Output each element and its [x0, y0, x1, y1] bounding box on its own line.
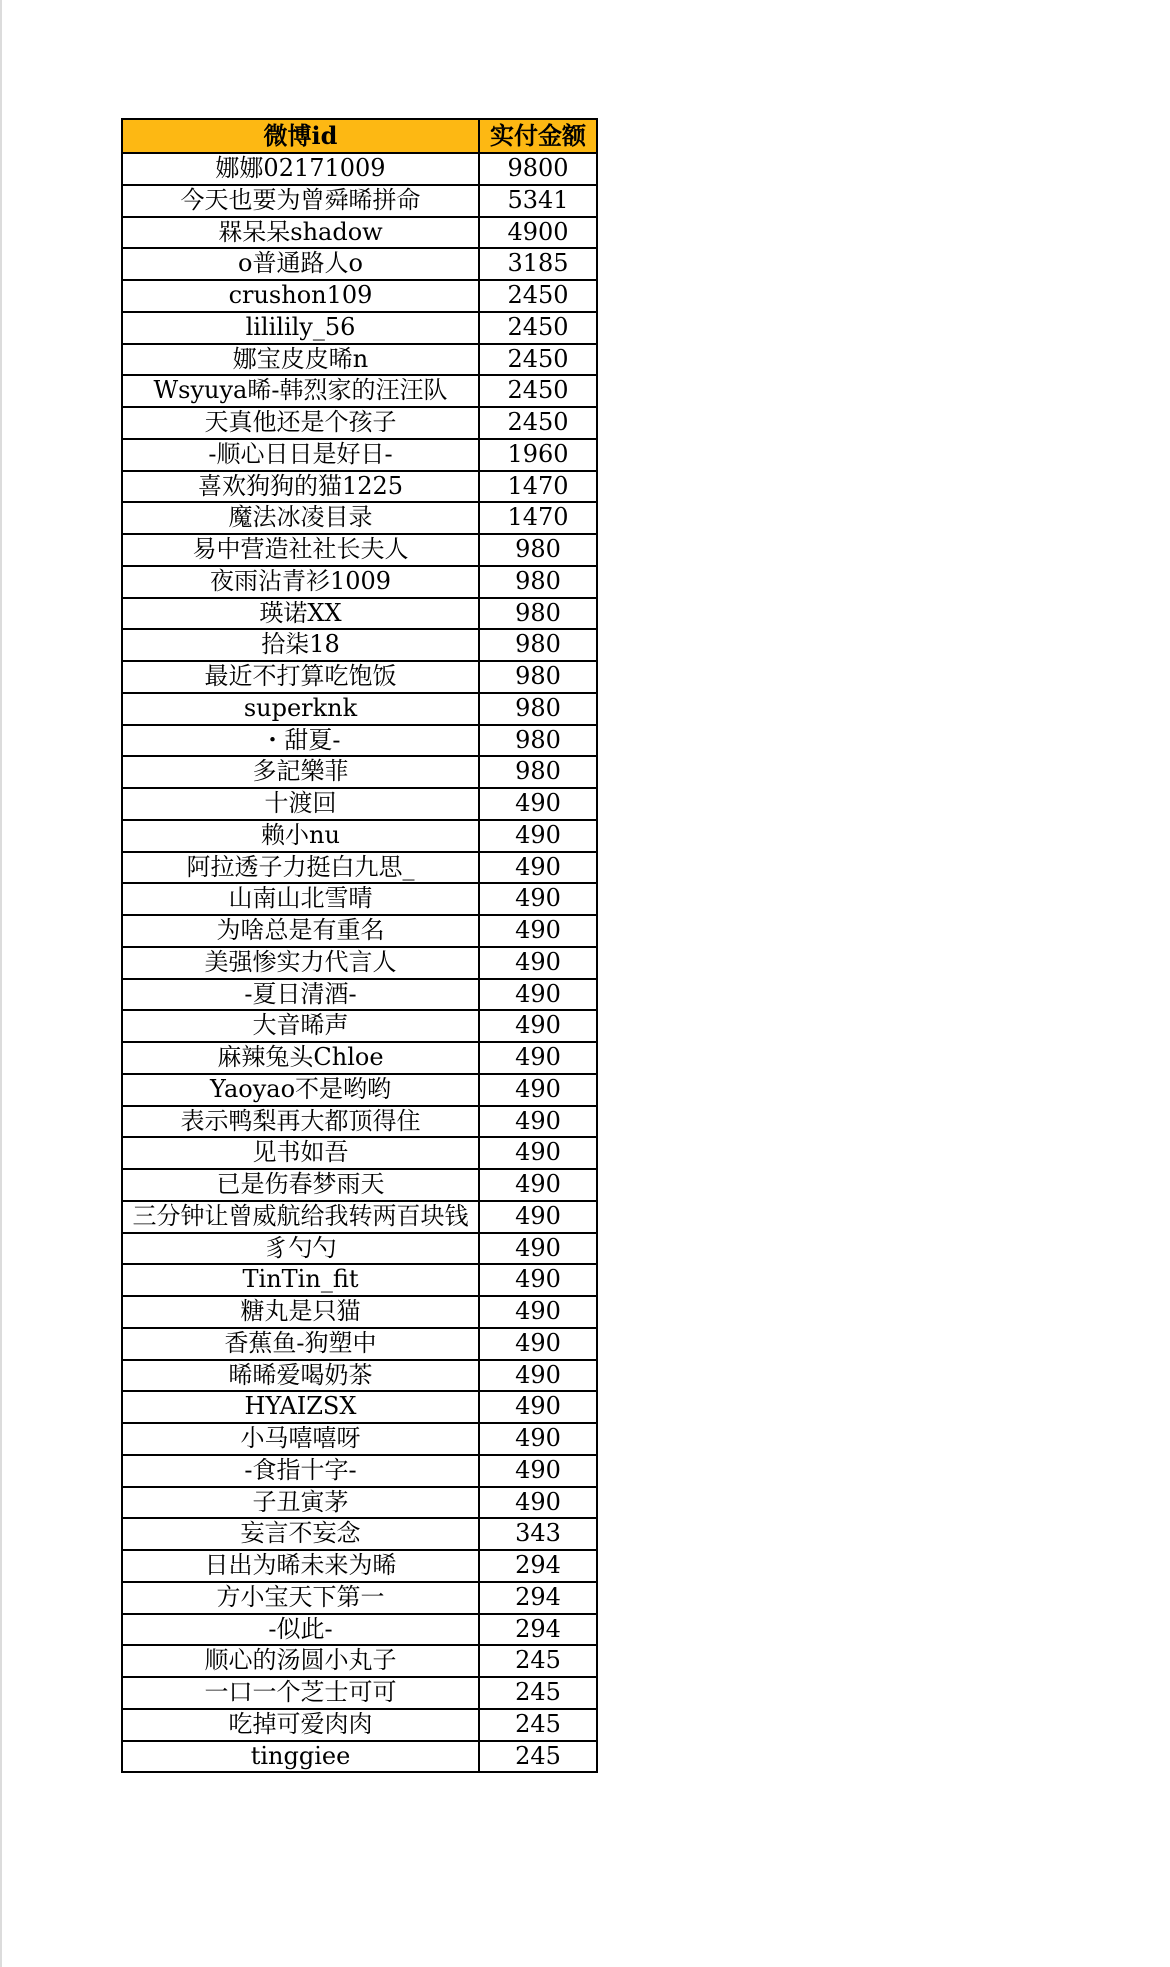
paid-amount-cell: 490 — [479, 947, 597, 979]
table-row — [122, 1677, 597, 1709]
weibo-id-cell: Yaoyao不是哟哟 — [122, 1074, 479, 1106]
paid-amount-cell: 343 — [479, 1518, 597, 1550]
weibo-id-cell: 子丑寅茅 — [122, 1487, 479, 1519]
paid-amount-cell: 1960 — [479, 439, 597, 471]
table-row — [122, 1550, 597, 1582]
paid-amount-cell: 490 — [479, 1233, 597, 1265]
weibo-id-cell: 麻辣兔头Chloe — [122, 1042, 479, 1074]
weibo-id-cell: 十渡回 — [122, 788, 479, 820]
paid-amount-cell: 490 — [479, 915, 597, 947]
paid-amount-cell: 245 — [479, 1645, 597, 1677]
table-row — [122, 185, 597, 217]
table-row — [122, 153, 597, 185]
weibo-id-cell: -食指十字- — [122, 1455, 479, 1487]
paid-amount-cell: 490 — [479, 1455, 597, 1487]
paid-amount-cell: 2450 — [479, 407, 597, 439]
table-row — [122, 1201, 597, 1233]
paid-amount-cell: 490 — [479, 1201, 597, 1233]
weibo-id-cell: crushon109 — [122, 280, 479, 312]
table-row — [122, 1391, 597, 1423]
table-row — [122, 883, 597, 915]
paid-amount-cell: 490 — [479, 1328, 597, 1360]
paid-amount-cell: 490 — [479, 1423, 597, 1455]
table-row — [122, 566, 597, 598]
weibo-id-cell: 吃掉可爱肉肉 — [122, 1709, 479, 1741]
paid-amount-cell: 245 — [479, 1709, 597, 1741]
table-row — [122, 375, 597, 407]
weibo-id-cell: 妄言不妄念 — [122, 1518, 479, 1550]
paid-amount-cell: 490 — [479, 883, 597, 915]
weibo-id-cell: 天真他还是个孩子 — [122, 407, 479, 439]
weibo-id-cell: 已是伤春梦雨天 — [122, 1169, 479, 1201]
weibo-id-cell: lililily_56 — [122, 312, 479, 344]
weibo-id-cell: 喜欢狗狗的猫1225 — [122, 471, 479, 503]
weibo-id-cell: o普通路人o — [122, 248, 479, 280]
table-row — [122, 693, 597, 725]
weibo-id-cell: 阿拉透子力挺白九思_ — [122, 852, 479, 884]
paid-amount-cell: 980 — [479, 566, 597, 598]
table-row — [122, 1328, 597, 1360]
weibo-id-cell: 易中营造社社长夫人 — [122, 534, 479, 566]
table-row — [122, 629, 597, 661]
table-row — [122, 1010, 597, 1042]
table-row — [122, 1741, 597, 1773]
table-row — [122, 1582, 597, 1614]
table-row — [122, 598, 597, 630]
weibo-id-cell: 豸勺勺 — [122, 1233, 479, 1265]
paid-amount-cell: 490 — [479, 1487, 597, 1519]
table-row — [122, 1074, 597, 1106]
table-row — [122, 312, 597, 344]
paid-amount-cell: 1470 — [479, 471, 597, 503]
paid-amount-cell: 245 — [479, 1677, 597, 1709]
table-row — [122, 217, 597, 249]
paid-amount-cell: 490 — [479, 979, 597, 1011]
paid-amount-cell: 2450 — [479, 312, 597, 344]
table-row — [122, 1645, 597, 1677]
weibo-id-cell: -似此- — [122, 1614, 479, 1646]
weibo-id-cell: 见书如吾 — [122, 1137, 479, 1169]
header-paid-amount: 实付金额 — [479, 119, 597, 153]
table-row — [122, 725, 597, 757]
table-row — [122, 852, 597, 884]
weibo-id-cell: 小马嘻嘻呀 — [122, 1423, 479, 1455]
weibo-id-cell: 美强惨实力代言人 — [122, 947, 479, 979]
weibo-id-cell: 晞晞爱喝奶茶 — [122, 1360, 479, 1392]
paid-amount-cell: 980 — [479, 598, 597, 630]
paid-amount-cell: 294 — [479, 1582, 597, 1614]
weibo-id-cell: 一口一个芝士可可 — [122, 1677, 479, 1709]
table-row — [122, 344, 597, 376]
paid-amount-cell: 490 — [479, 1137, 597, 1169]
table-row — [122, 1169, 597, 1201]
table-row — [122, 534, 597, 566]
table-row — [122, 1709, 597, 1741]
paid-amount-cell: 490 — [479, 852, 597, 884]
paid-amount-cell: 490 — [479, 820, 597, 852]
table-row — [122, 1455, 597, 1487]
paid-amount-cell: 490 — [479, 1391, 597, 1423]
table-row — [122, 439, 597, 471]
weibo-id-cell: 山南山北雪晴 — [122, 883, 479, 915]
weibo-id-cell: superknk — [122, 693, 479, 725]
paid-amount-cell: 490 — [479, 1042, 597, 1074]
weibo-id-cell: ・甜夏- — [122, 725, 479, 757]
table-row — [122, 788, 597, 820]
paid-amount-cell: 4900 — [479, 217, 597, 249]
weibo-id-cell: 香蕉鱼-狗塑中 — [122, 1328, 479, 1360]
weibo-id-cell: 多記樂菲 — [122, 756, 479, 788]
table-row — [122, 1296, 597, 1328]
weibo-id-cell: 娜宝皮皮晞n — [122, 344, 479, 376]
table-row — [122, 661, 597, 693]
paid-amount-cell: 245 — [479, 1741, 597, 1773]
table-row — [122, 1042, 597, 1074]
table-row — [122, 1423, 597, 1455]
paid-amount-cell: 490 — [479, 1106, 597, 1138]
table-row — [122, 248, 597, 280]
weibo-id-cell: 赖小nu — [122, 820, 479, 852]
table-row — [122, 1233, 597, 1265]
weibo-id-cell: 糖丸是只猫 — [122, 1296, 479, 1328]
weibo-id-cell: 夜雨沾青衫1009 — [122, 566, 479, 598]
table-row — [122, 820, 597, 852]
paid-amount-cell: 490 — [479, 1074, 597, 1106]
paid-amount-cell: 2450 — [479, 280, 597, 312]
table-row — [122, 1518, 597, 1550]
paid-amount-cell: 980 — [479, 661, 597, 693]
paid-amount-cell: 980 — [479, 693, 597, 725]
payment-table — [121, 118, 598, 1773]
weibo-id-cell: 顺心的汤圆小丸子 — [122, 1645, 479, 1677]
page-left-edge — [0, 0, 2, 1967]
paid-amount-cell: 980 — [479, 756, 597, 788]
paid-amount-cell: 490 — [479, 1360, 597, 1392]
table-row — [122, 947, 597, 979]
paid-amount-cell: 490 — [479, 1296, 597, 1328]
weibo-id-cell: 娜娜02171009 — [122, 153, 479, 185]
table-row — [122, 756, 597, 788]
table-row — [122, 1487, 597, 1519]
weibo-id-cell: 日出为晞未来为晞 — [122, 1550, 479, 1582]
paid-amount-cell: 2450 — [479, 344, 597, 376]
paid-amount-cell: 490 — [479, 1010, 597, 1042]
paid-amount-cell: 490 — [479, 788, 597, 820]
paid-amount-cell: 2450 — [479, 375, 597, 407]
table-row — [122, 407, 597, 439]
paid-amount-cell: 294 — [479, 1614, 597, 1646]
weibo-id-cell: HYAIZSX — [122, 1391, 479, 1423]
weibo-id-cell: -顺心日日是好日- — [122, 439, 479, 471]
weibo-id-cell: 今天也要为曾舜晞拼命 — [122, 185, 479, 217]
paid-amount-cell: 1470 — [479, 502, 597, 534]
weibo-id-cell: -夏日清酒- — [122, 979, 479, 1011]
table-row — [122, 979, 597, 1011]
paid-amount-cell: 3185 — [479, 248, 597, 280]
weibo-id-cell: 瑛诺XX — [122, 598, 479, 630]
paid-amount-cell: 980 — [479, 629, 597, 661]
table-body — [122, 153, 597, 1772]
weibo-id-cell: Wsyuya晞-韩烈家的汪汪队 — [122, 375, 479, 407]
table-row — [122, 471, 597, 503]
paid-amount-cell: 490 — [479, 1169, 597, 1201]
table-row — [122, 280, 597, 312]
weibo-id-cell: 为啥总是有重名 — [122, 915, 479, 947]
header-row — [122, 119, 597, 153]
paid-amount-cell: 980 — [479, 534, 597, 566]
table-row — [122, 1360, 597, 1392]
weibo-id-cell: 方小宝天下第一 — [122, 1582, 479, 1614]
weibo-id-cell: 拾柒18 — [122, 629, 479, 661]
table-row — [122, 502, 597, 534]
paid-amount-cell: 490 — [479, 1264, 597, 1296]
weibo-id-cell: tinggiee — [122, 1741, 479, 1773]
weibo-id-cell: TinTin_fit — [122, 1264, 479, 1296]
header-weibo-id: 微博id — [122, 119, 479, 153]
weibo-id-cell: 三分钟让曾威航给我转两百块钱 — [122, 1201, 479, 1233]
paid-amount-cell: 9800 — [479, 153, 597, 185]
table-row — [122, 1614, 597, 1646]
table-row — [122, 1264, 597, 1296]
table-row — [122, 915, 597, 947]
weibo-id-cell: 大音晞声 — [122, 1010, 479, 1042]
table-row — [122, 1106, 597, 1138]
weibo-id-cell: 槑呆呆shadow — [122, 217, 479, 249]
paid-amount-cell: 980 — [479, 725, 597, 757]
weibo-id-cell: 最近不打算吃饱饭 — [122, 661, 479, 693]
weibo-id-cell: 魔法冰凌目录 — [122, 502, 479, 534]
paid-amount-cell: 294 — [479, 1550, 597, 1582]
weibo-id-cell: 表示鸭梨再大都顶得住 — [122, 1106, 479, 1138]
table-row — [122, 1137, 597, 1169]
paid-amount-cell: 5341 — [479, 185, 597, 217]
